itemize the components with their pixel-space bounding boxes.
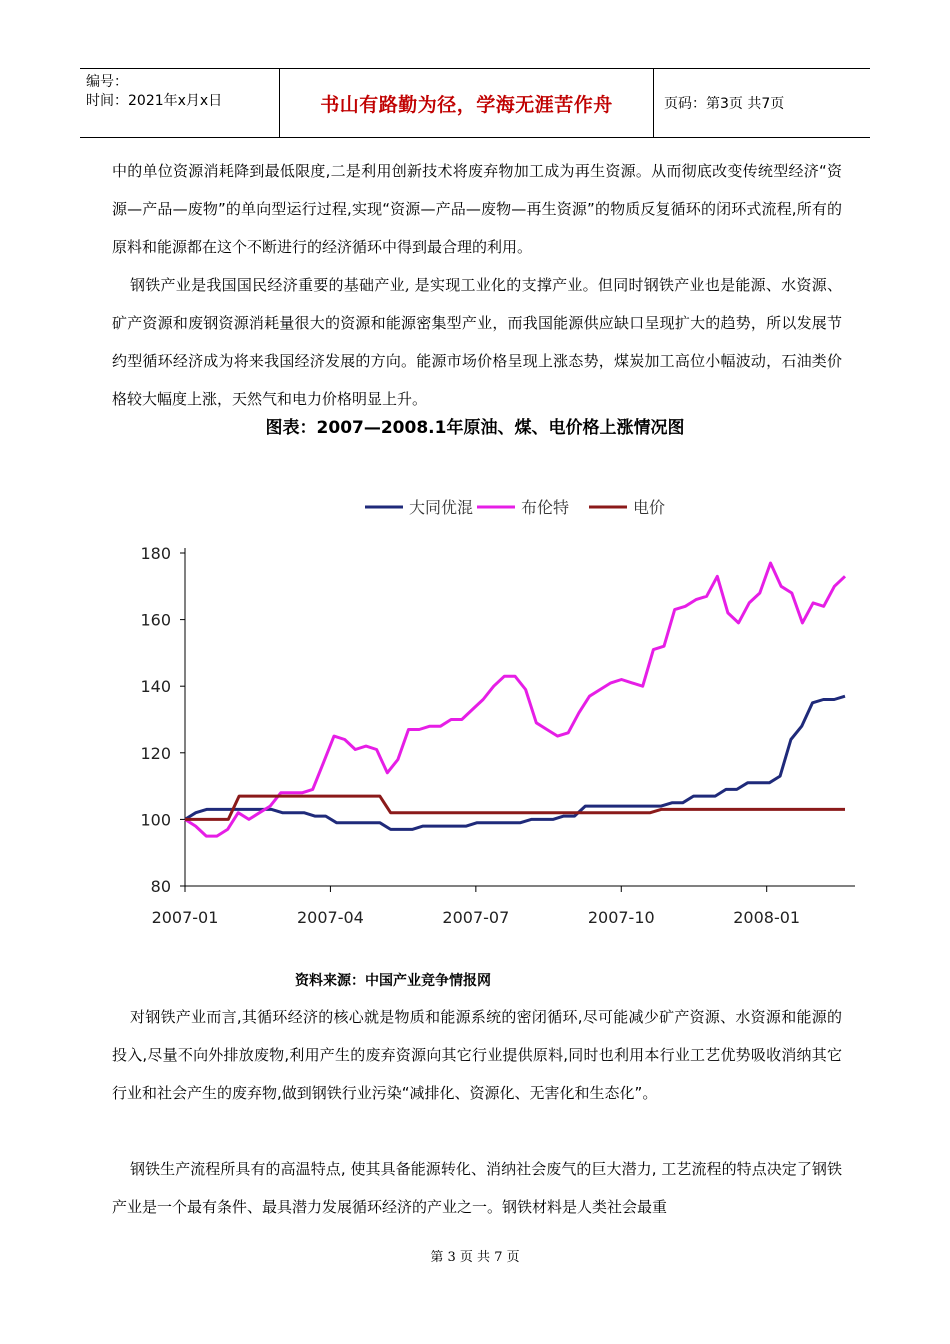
page-info-text: 页码：第3页 共7页 — [664, 96, 785, 112]
x-tick-label-3: 2007-10 — [587, 908, 655, 927]
page-header — [80, 68, 870, 138]
header-page-info — [654, 69, 870, 137]
motto-text: 书山有路勤为径，学海无涯苦作舟 — [320, 93, 613, 116]
y-tick-label-0: 80 — [150, 877, 171, 896]
series-line-2 — [185, 796, 845, 819]
document-date-label: 时间：2021年x月x日 — [86, 93, 223, 109]
price-line-chart — [130, 480, 870, 940]
page-footer: 第 3 页 共 7 页 — [430, 1250, 520, 1265]
paragraph-2: 钢铁产业是我国国民经济重要的基础产业, 是实现工业化的支撑产业。但同时钢铁产业也是能源、水资源、矿产资源和废钢资源消耗量很大的资源和能源密集型产业，而我国能源供应缺口呈现扩大的趋势，所以发展节约型循环经济成为将来我国经济发展的方向。能源市场价格呈现上涨态势，煤炭加工高位小幅波动，石油类价格较大幅度上涨，天然气和电力价格明显上升。 — [112, 276, 842, 408]
y-tick-label-5: 180 — [140, 544, 171, 563]
header-motto — [280, 69, 654, 137]
chart-source: 资料来源：中国产业竞争情报网 — [295, 973, 491, 989]
y-tick-label-3: 140 — [140, 677, 171, 697]
legend-label-1: 布伦特 — [521, 498, 570, 517]
y-tick-label-1: 100 — [140, 810, 171, 830]
y-tick-label-2: 120 — [140, 743, 171, 763]
y-tick-label-4: 160 — [140, 610, 171, 630]
x-tick-label-0: 2007-01 — [151, 908, 219, 927]
paragraph-1: 中的单位资源消耗降到最低限度,二是利用创新技术将废弃物加工成为再生资源。从而彻底改变传统型经济“资源—产品—废物”的单向型运行过程,实现“资源—产品—废物—再生资源”的物质反复循环的闭环式流程,所有的原料和能源都在这个不断进行的经济循环中得到最合理的利用。 — [112, 162, 842, 256]
chart-title: 图表：2007—2008.1年原油、煤、电价格上涨情况图 — [265, 418, 685, 438]
paragraph-4: 钢铁生产流程所具有的高温特点, 使其具备能源转化、消纳社会废气的巨大潜力, 工艺流程的特点决定了钢铁产业是一个最有条件、最具潜力发展循环经济的产业之一。钢铁材料是人类社会最重 — [112, 1160, 842, 1216]
legend-label-2: 电价 — [633, 498, 666, 517]
legend-label-0: 大同优混 — [409, 498, 474, 517]
header-meta — [80, 69, 280, 137]
document-number-label: 编号： — [86, 74, 128, 90]
x-tick-label-1: 2007-04 — [296, 908, 364, 927]
x-tick-label-2: 2007-07 — [442, 908, 510, 927]
paragraph-3: 对钢铁产业而言,其循环经济的核心就是物质和能源系统的密闭循环,尽可能减少矿产资源、水资源和能源的投入,尽量不向外排放废物,利用产生的废弃资源向其它行业提供原料,同时也利用本行业工艺优势吸收消纳其它行业和社会产生的废弃物,做到钢铁行业污染“减排化、资源化、无害化和生态化”。 — [112, 1008, 842, 1102]
x-tick-label-4: 2008-01 — [733, 908, 801, 927]
